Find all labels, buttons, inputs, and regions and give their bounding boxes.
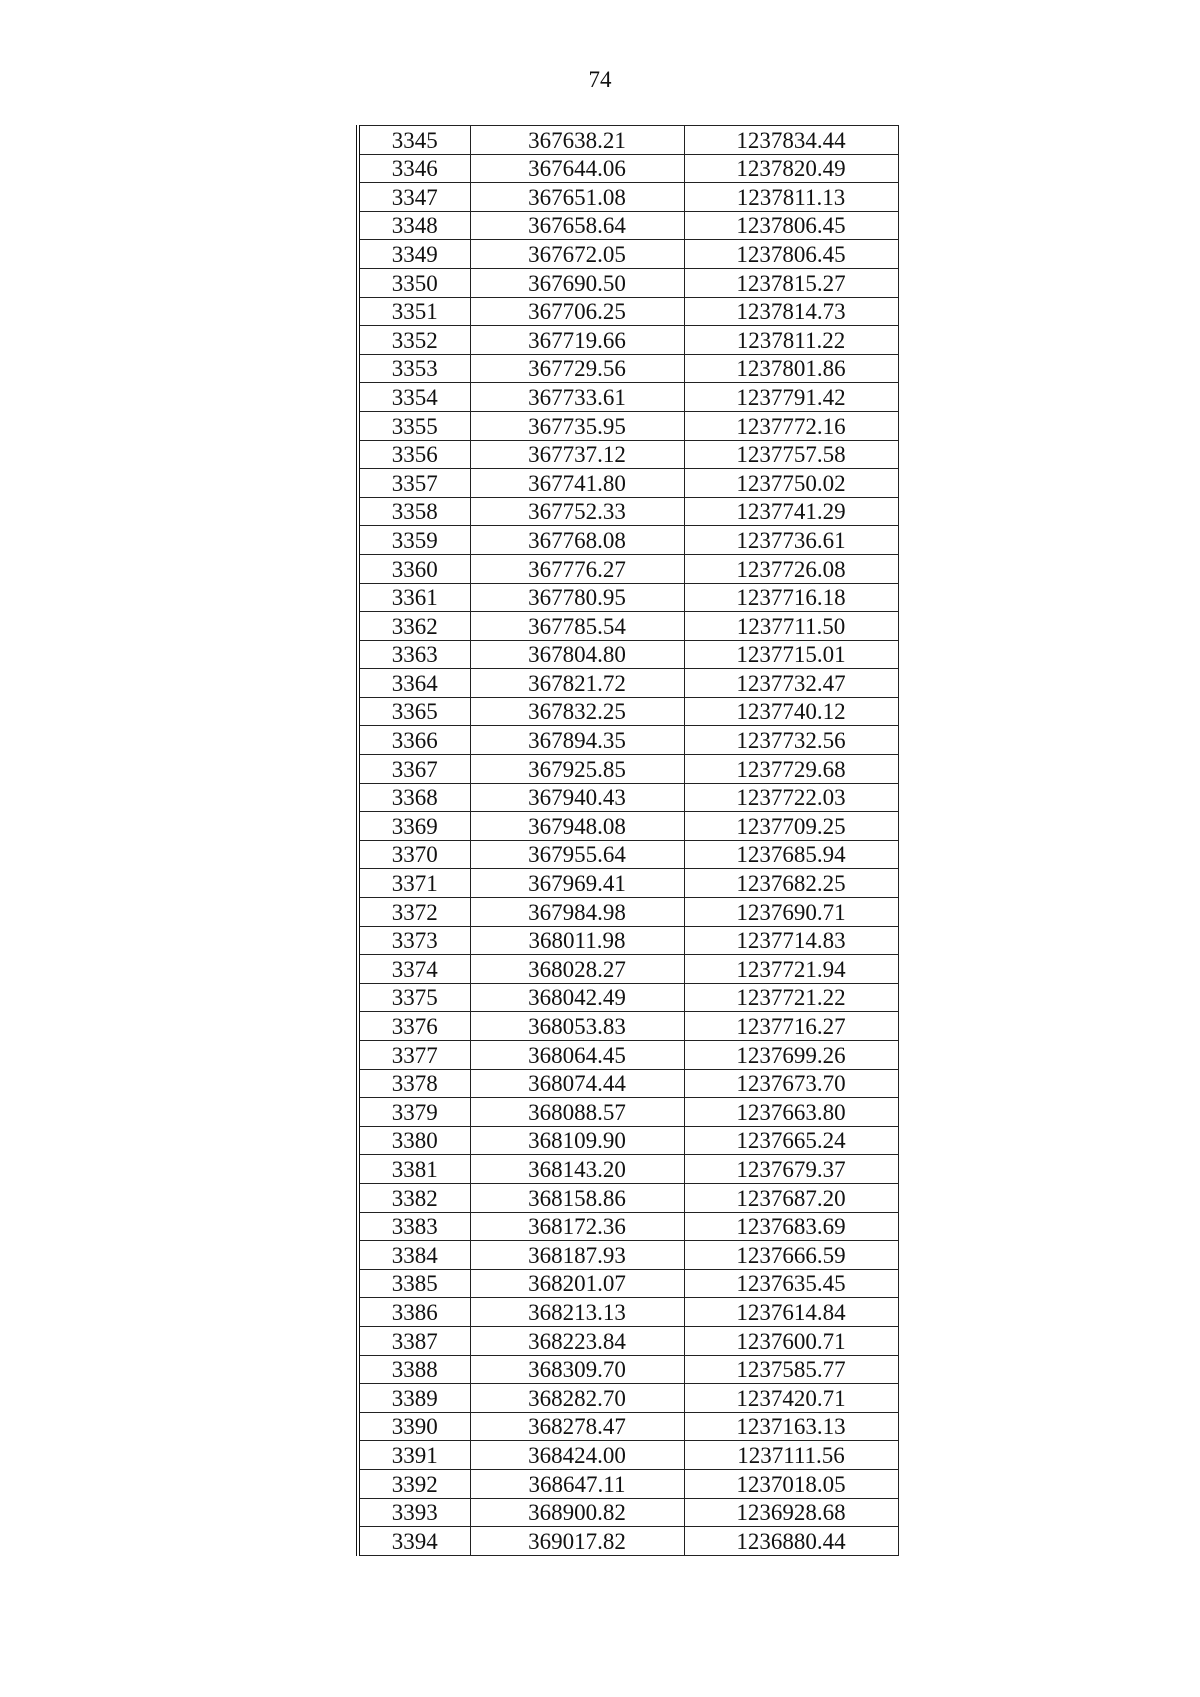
y-coordinate-cell: 1237721.22 — [684, 983, 898, 1012]
x-coordinate-cell: 367804.80 — [470, 640, 684, 669]
y-coordinate-cell: 1237721.94 — [684, 955, 898, 984]
point-number-cell: 3376 — [358, 1012, 470, 1041]
point-number-cell: 3389 — [358, 1384, 470, 1413]
y-coordinate-cell: 1237814.73 — [684, 297, 898, 326]
point-number-cell: 3379 — [358, 1098, 470, 1127]
point-number-cell: 3359 — [358, 526, 470, 555]
y-coordinate-cell: 1237834.44 — [684, 126, 898, 155]
table-row — [358, 1012, 898, 1041]
y-coordinate-cell: 1237420.71 — [684, 1384, 898, 1413]
x-coordinate-cell: 368213.13 — [470, 1298, 684, 1327]
point-number-cell: 3361 — [358, 583, 470, 612]
y-coordinate-cell: 1237600.71 — [684, 1326, 898, 1355]
y-coordinate-cell: 1237163.13 — [684, 1412, 898, 1441]
table-row — [358, 1498, 898, 1527]
x-coordinate-cell: 368282.70 — [470, 1384, 684, 1413]
y-coordinate-cell: 1237801.86 — [684, 354, 898, 383]
table-row — [358, 983, 898, 1012]
y-coordinate-cell: 1237673.70 — [684, 1069, 898, 1098]
y-coordinate-cell: 1237614.84 — [684, 1298, 898, 1327]
y-coordinate-cell: 1237736.61 — [684, 526, 898, 555]
y-coordinate-cell: 1237585.77 — [684, 1355, 898, 1384]
table-row — [358, 126, 898, 155]
x-coordinate-cell: 367672.05 — [470, 240, 684, 269]
y-coordinate-cell: 1237791.42 — [684, 383, 898, 412]
page-number: 74 — [588, 67, 612, 92]
x-coordinate-cell: 367706.25 — [470, 297, 684, 326]
table-row — [358, 1269, 898, 1298]
y-coordinate-cell: 1237811.22 — [684, 326, 898, 355]
table-row — [358, 640, 898, 669]
point-number-cell: 3350 — [358, 268, 470, 297]
table-row — [358, 1469, 898, 1498]
table-row — [358, 1098, 898, 1127]
table-row — [358, 955, 898, 984]
x-coordinate-cell: 368201.07 — [470, 1269, 684, 1298]
x-coordinate-cell: 368042.49 — [470, 983, 684, 1012]
y-coordinate-cell: 1237683.69 — [684, 1212, 898, 1241]
point-number-cell: 3353 — [358, 354, 470, 383]
x-coordinate-cell: 367948.08 — [470, 812, 684, 841]
y-coordinate-cell: 1237732.56 — [684, 726, 898, 755]
point-number-cell: 3345 — [358, 126, 470, 155]
point-number-cell: 3346 — [358, 154, 470, 183]
point-number-cell: 3381 — [358, 1155, 470, 1184]
table-row — [358, 1384, 898, 1413]
point-number-cell: 3351 — [358, 297, 470, 326]
table-row — [358, 1326, 898, 1355]
y-coordinate-cell: 1237729.68 — [684, 755, 898, 784]
x-coordinate-cell: 368278.47 — [470, 1412, 684, 1441]
y-coordinate-cell: 1237699.26 — [684, 1041, 898, 1070]
point-number-cell: 3367 — [358, 755, 470, 784]
table-row — [358, 268, 898, 297]
y-coordinate-cell: 1237018.05 — [684, 1469, 898, 1498]
point-number-cell: 3374 — [358, 955, 470, 984]
table-row — [358, 583, 898, 612]
x-coordinate-cell: 367741.80 — [470, 469, 684, 498]
point-number-cell: 3358 — [358, 497, 470, 526]
y-coordinate-cell: 1237716.27 — [684, 1012, 898, 1041]
point-number-cell: 3387 — [358, 1326, 470, 1355]
x-coordinate-cell: 368309.70 — [470, 1355, 684, 1384]
x-coordinate-cell: 367785.54 — [470, 612, 684, 641]
x-coordinate-cell: 367638.21 — [470, 126, 684, 155]
x-coordinate-cell: 368223.84 — [470, 1326, 684, 1355]
x-coordinate-cell: 367644.06 — [470, 154, 684, 183]
y-coordinate-cell: 1237682.25 — [684, 869, 898, 898]
table-row — [358, 383, 898, 412]
x-coordinate-cell: 367776.27 — [470, 554, 684, 583]
table-row — [358, 1441, 898, 1470]
x-coordinate-cell: 367651.08 — [470, 183, 684, 212]
y-coordinate-cell: 1237715.01 — [684, 640, 898, 669]
x-coordinate-cell: 367752.33 — [470, 497, 684, 526]
y-coordinate-cell: 1237709.25 — [684, 812, 898, 841]
x-coordinate-cell: 367780.95 — [470, 583, 684, 612]
table-row — [358, 898, 898, 927]
x-coordinate-cell: 368647.11 — [470, 1469, 684, 1498]
y-coordinate-cell: 1237687.20 — [684, 1183, 898, 1212]
y-coordinate-cell: 1237690.71 — [684, 898, 898, 927]
table-row — [358, 726, 898, 755]
y-coordinate-cell: 1237757.58 — [684, 440, 898, 469]
point-number-cell: 3347 — [358, 183, 470, 212]
x-coordinate-cell: 368011.98 — [470, 926, 684, 955]
table-row — [358, 497, 898, 526]
point-number-cell: 3352 — [358, 326, 470, 355]
x-coordinate-cell: 367737.12 — [470, 440, 684, 469]
y-coordinate-cell: 1237726.08 — [684, 554, 898, 583]
table-row — [358, 154, 898, 183]
x-coordinate-cell: 367735.95 — [470, 411, 684, 440]
table-row — [358, 1155, 898, 1184]
x-coordinate-cell: 368172.36 — [470, 1212, 684, 1241]
x-coordinate-cell: 367894.35 — [470, 726, 684, 755]
table-row — [358, 755, 898, 784]
y-coordinate-cell: 1237772.16 — [684, 411, 898, 440]
y-coordinate-cell: 1237663.80 — [684, 1098, 898, 1127]
point-number-cell: 3393 — [358, 1498, 470, 1527]
x-coordinate-cell: 367690.50 — [470, 268, 684, 297]
coordinate-table — [356, 125, 899, 1556]
point-number-cell: 3349 — [358, 240, 470, 269]
point-number-cell: 3366 — [358, 726, 470, 755]
x-coordinate-cell: 368053.83 — [470, 1012, 684, 1041]
x-coordinate-cell: 367768.08 — [470, 526, 684, 555]
y-coordinate-cell: 1237750.02 — [684, 469, 898, 498]
x-coordinate-cell: 368143.20 — [470, 1155, 684, 1184]
table-row — [358, 211, 898, 240]
point-number-cell: 3362 — [358, 612, 470, 641]
point-number-cell: 3383 — [358, 1212, 470, 1241]
table-row — [358, 183, 898, 212]
y-coordinate-cell: 1237722.03 — [684, 783, 898, 812]
point-number-cell: 3356 — [358, 440, 470, 469]
table-row — [358, 440, 898, 469]
point-number-cell: 3378 — [358, 1069, 470, 1098]
table-row — [358, 869, 898, 898]
x-coordinate-cell: 367984.98 — [470, 898, 684, 927]
table-row — [358, 1069, 898, 1098]
x-coordinate-cell: 368187.93 — [470, 1241, 684, 1270]
y-coordinate-cell: 1237815.27 — [684, 268, 898, 297]
y-coordinate-cell: 1237711.50 — [684, 612, 898, 641]
y-coordinate-cell: 1237741.29 — [684, 497, 898, 526]
y-coordinate-cell: 1237679.37 — [684, 1155, 898, 1184]
table-row — [358, 669, 898, 698]
point-number-cell: 3386 — [358, 1298, 470, 1327]
point-number-cell: 3373 — [358, 926, 470, 955]
x-coordinate-cell: 369017.82 — [470, 1527, 684, 1556]
x-coordinate-cell: 367832.25 — [470, 697, 684, 726]
x-coordinate-cell: 368158.86 — [470, 1183, 684, 1212]
point-number-cell: 3392 — [358, 1469, 470, 1498]
y-coordinate-cell: 1237732.47 — [684, 669, 898, 698]
point-number-cell: 3355 — [358, 411, 470, 440]
y-coordinate-cell: 1237111.56 — [684, 1441, 898, 1470]
point-number-cell: 3370 — [358, 840, 470, 869]
point-number-cell: 3360 — [358, 554, 470, 583]
point-number-cell: 3364 — [358, 669, 470, 698]
y-coordinate-cell: 1237666.59 — [684, 1241, 898, 1270]
point-number-cell: 3385 — [358, 1269, 470, 1298]
y-coordinate-cell: 1237716.18 — [684, 583, 898, 612]
x-coordinate-cell: 367733.61 — [470, 383, 684, 412]
point-number-cell: 3365 — [358, 697, 470, 726]
x-coordinate-cell: 367821.72 — [470, 669, 684, 698]
x-coordinate-cell: 368028.27 — [470, 955, 684, 984]
table-row — [358, 1412, 898, 1441]
table-row — [358, 240, 898, 269]
point-number-cell: 3369 — [358, 812, 470, 841]
x-coordinate-cell: 367955.64 — [470, 840, 684, 869]
y-coordinate-cell: 1237685.94 — [684, 840, 898, 869]
table-row — [358, 812, 898, 841]
y-coordinate-cell: 1237811.13 — [684, 183, 898, 212]
x-coordinate-cell: 368064.45 — [470, 1041, 684, 1070]
x-coordinate-cell: 367729.56 — [470, 354, 684, 383]
point-number-cell: 3372 — [358, 898, 470, 927]
table-row — [358, 1041, 898, 1070]
point-number-cell: 3363 — [358, 640, 470, 669]
table-row — [358, 783, 898, 812]
x-coordinate-cell: 368088.57 — [470, 1098, 684, 1127]
table-row — [358, 1527, 898, 1556]
table-row — [358, 1298, 898, 1327]
point-number-cell: 3390 — [358, 1412, 470, 1441]
y-coordinate-cell: 1237635.45 — [684, 1269, 898, 1298]
table-row — [358, 326, 898, 355]
coordinate-table-body — [358, 126, 898, 1556]
y-coordinate-cell: 1237665.24 — [684, 1126, 898, 1155]
x-coordinate-cell: 368424.00 — [470, 1441, 684, 1470]
y-coordinate-cell: 1237820.49 — [684, 154, 898, 183]
x-coordinate-cell: 368109.90 — [470, 1126, 684, 1155]
y-coordinate-cell: 1236928.68 — [684, 1498, 898, 1527]
table-row — [358, 469, 898, 498]
point-number-cell: 3375 — [358, 983, 470, 1012]
x-coordinate-cell: 367969.41 — [470, 869, 684, 898]
x-coordinate-cell: 368074.44 — [470, 1069, 684, 1098]
table-row — [358, 1241, 898, 1270]
point-number-cell: 3371 — [358, 869, 470, 898]
table-row — [358, 1126, 898, 1155]
x-coordinate-cell: 367925.85 — [470, 755, 684, 784]
table-row — [358, 1212, 898, 1241]
table-row — [358, 1355, 898, 1384]
y-coordinate-cell: 1236880.44 — [684, 1527, 898, 1556]
table-row — [358, 840, 898, 869]
y-coordinate-cell: 1237806.45 — [684, 240, 898, 269]
x-coordinate-cell: 367658.64 — [470, 211, 684, 240]
table-row — [358, 926, 898, 955]
point-number-cell: 3382 — [358, 1183, 470, 1212]
point-number-cell: 3357 — [358, 469, 470, 498]
y-coordinate-cell: 1237714.83 — [684, 926, 898, 955]
table-row — [358, 526, 898, 555]
table-row — [358, 411, 898, 440]
point-number-cell: 3377 — [358, 1041, 470, 1070]
x-coordinate-cell: 368900.82 — [470, 1498, 684, 1527]
table-row — [358, 697, 898, 726]
x-coordinate-cell: 367940.43 — [470, 783, 684, 812]
point-number-cell: 3394 — [358, 1527, 470, 1556]
table-row — [358, 554, 898, 583]
point-number-cell: 3380 — [358, 1126, 470, 1155]
point-number-cell: 3384 — [358, 1241, 470, 1270]
table-row — [358, 1183, 898, 1212]
y-coordinate-cell: 1237806.45 — [684, 211, 898, 240]
point-number-cell: 3354 — [358, 383, 470, 412]
table-row — [358, 354, 898, 383]
table-row — [358, 612, 898, 641]
point-number-cell: 3368 — [358, 783, 470, 812]
y-coordinate-cell: 1237740.12 — [684, 697, 898, 726]
x-coordinate-cell: 367719.66 — [470, 326, 684, 355]
point-number-cell: 3391 — [358, 1441, 470, 1470]
table-row — [358, 297, 898, 326]
point-number-cell: 3348 — [358, 211, 470, 240]
point-number-cell: 3388 — [358, 1355, 470, 1384]
